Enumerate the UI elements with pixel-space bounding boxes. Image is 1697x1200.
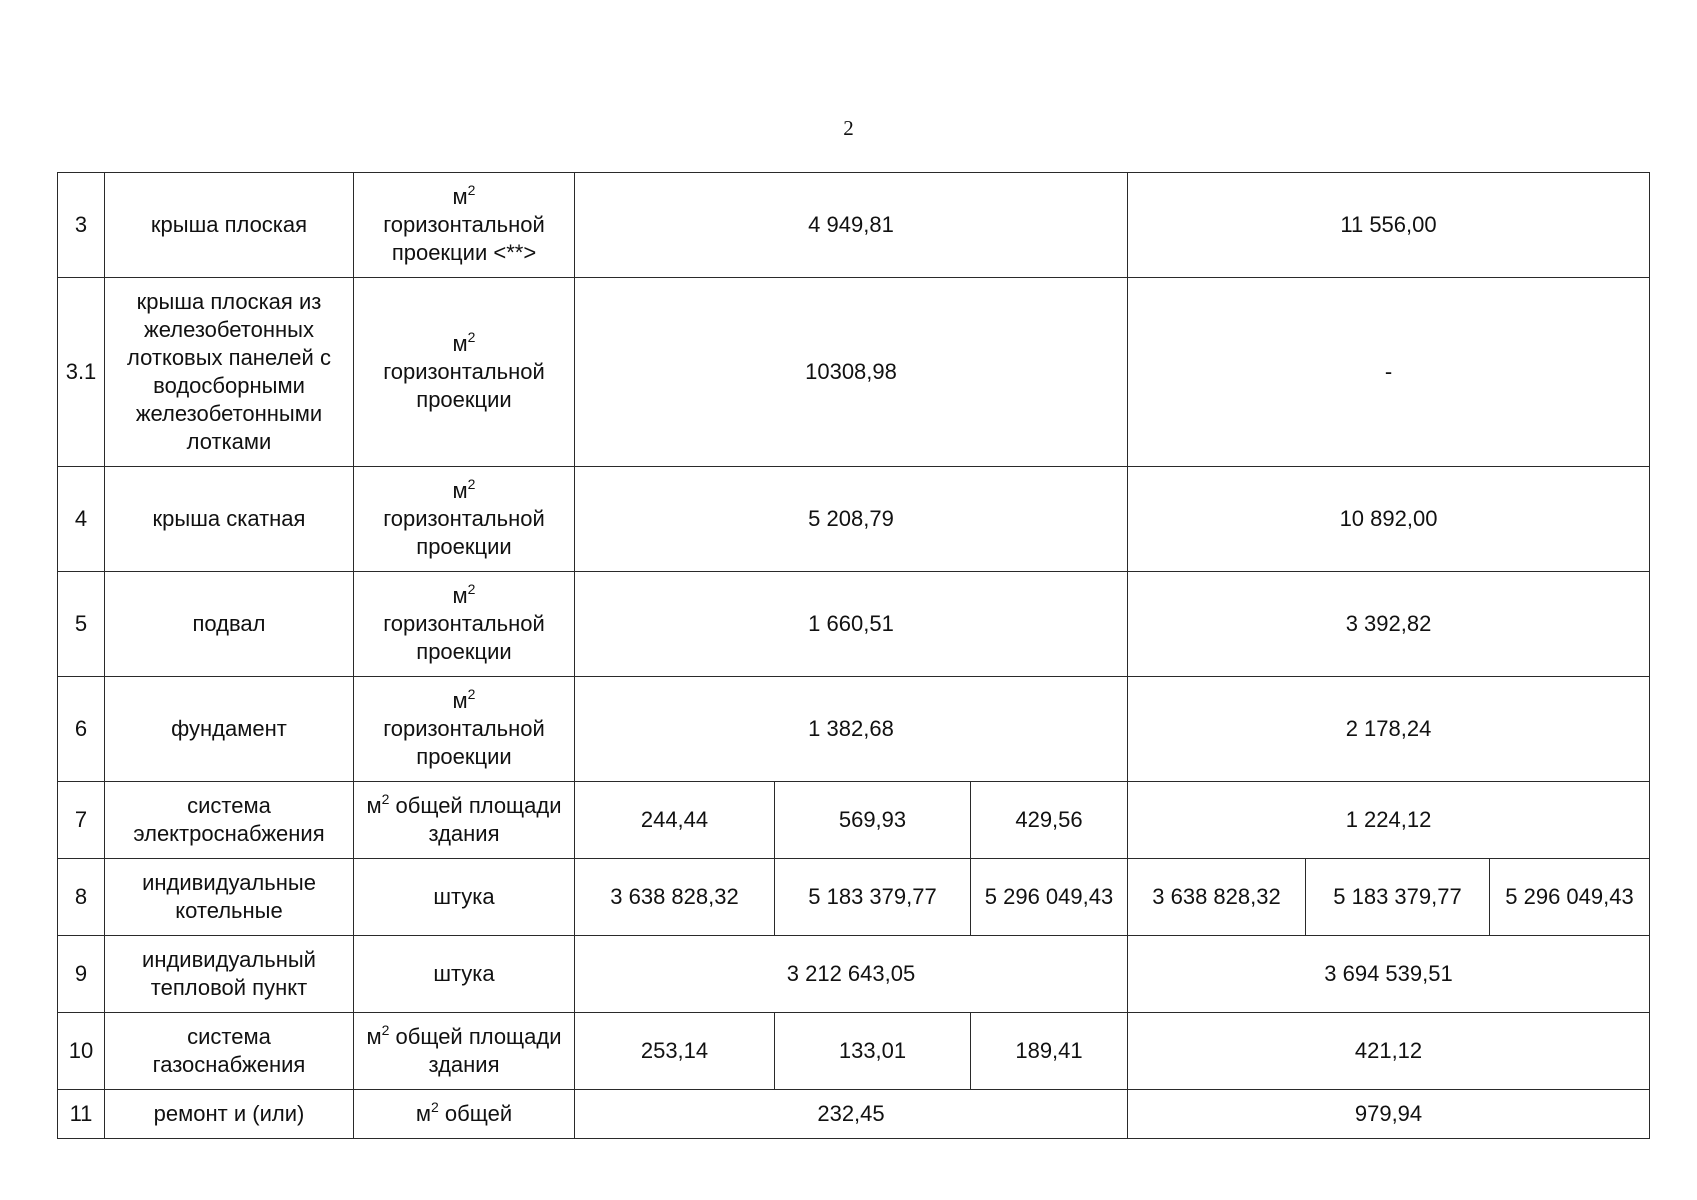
row-unit: $м^2$ горизонтальной проекции — [354, 677, 575, 782]
row-name: крыша плоская из железобетонных лотковых панелей с водосборными железобетонными лотками — [105, 278, 354, 467]
value-cell: 10308,98 — [575, 278, 1128, 467]
row-unit: штука — [354, 936, 575, 1013]
row-unit: $м^2$ горизонтальной проекции <**> — [354, 173, 575, 278]
table-row — [58, 859, 1650, 936]
row-name: система электроснабжения — [105, 782, 354, 859]
value-cell: 5 296 049,43 — [971, 859, 1128, 936]
row-number: 4 — [58, 467, 105, 572]
value-cell: 1 382,68 — [575, 677, 1128, 782]
value-cell: 569,93 — [775, 782, 971, 859]
value-cell: 1 660,51 — [575, 572, 1128, 677]
row-number: 7 — [58, 782, 105, 859]
table-row — [58, 278, 1650, 467]
row-number: 8 — [58, 859, 105, 936]
table-row — [58, 936, 1650, 1013]
table-row — [58, 1013, 1650, 1090]
table-row — [58, 677, 1650, 782]
value-cell: 979,94 — [1128, 1090, 1650, 1139]
table-row — [58, 782, 1650, 859]
page-number: 2 — [843, 116, 854, 140]
value-cell: 11 556,00 — [1128, 173, 1650, 278]
row-unit: $м^2$ общей площади здания — [354, 1013, 575, 1090]
value-cell: 253,14 — [575, 1013, 775, 1090]
value-cell: 10 892,00 — [1128, 467, 1650, 572]
table-row — [58, 467, 1650, 572]
value-cell: 133,01 — [775, 1013, 971, 1090]
row-number: 9 — [58, 936, 105, 1013]
value-cell: 3 392,82 — [1128, 572, 1650, 677]
row-unit: $м^2$ горизонтальной проекции — [354, 278, 575, 467]
rates-table — [57, 172, 1650, 1139]
value-cell: 1 224,12 — [1128, 782, 1650, 859]
row-name: система газоснабжения — [105, 1013, 354, 1090]
row-name: крыша скатная — [105, 467, 354, 572]
value-cell: 5 183 379,77 — [1306, 859, 1490, 936]
value-cell: 5 296 049,43 — [1490, 859, 1650, 936]
value-cell: 189,41 — [971, 1013, 1128, 1090]
value-cell: 3 694 539,51 — [1128, 936, 1650, 1013]
row-name: крыша плоская — [105, 173, 354, 278]
value-cell: 3 212 643,05 — [575, 936, 1128, 1013]
value-cell: 3 638 828,32 — [1128, 859, 1306, 936]
value-cell: 232,45 — [575, 1090, 1128, 1139]
row-name: ремонт и (или) — [105, 1090, 354, 1139]
row-unit: $м^2$ горизонтальной проекции — [354, 572, 575, 677]
row-name: индивидуальный тепловой пункт — [105, 936, 354, 1013]
row-number: 3 — [58, 173, 105, 278]
row-name: индивидуальные котельные — [105, 859, 354, 936]
row-number: 10 — [58, 1013, 105, 1090]
value-cell: 5 183 379,77 — [775, 859, 971, 936]
row-unit: $м^2$ горизонтальной проекции — [354, 467, 575, 572]
row-number: 11 — [58, 1090, 105, 1139]
value-cell: 3 638 828,32 — [575, 859, 775, 936]
row-number: 6 — [58, 677, 105, 782]
table-row — [58, 572, 1650, 677]
row-unit: $м^2$ общей — [354, 1090, 575, 1139]
row-unit: $м^2$ общей площади здания — [354, 782, 575, 859]
value-cell: 5 208,79 — [575, 467, 1128, 572]
table-row — [58, 173, 1650, 278]
row-name: фундамент — [105, 677, 354, 782]
value-cell: 4 949,81 — [575, 173, 1128, 278]
row-number: 3.1 — [58, 278, 105, 467]
value-cell: - — [1128, 278, 1650, 467]
row-name: подвал — [105, 572, 354, 677]
value-cell: 2 178,24 — [1128, 677, 1650, 782]
value-cell: 429,56 — [971, 782, 1128, 859]
row-number: 5 — [58, 572, 105, 677]
row-unit: штука — [354, 859, 575, 936]
value-cell: 244,44 — [575, 782, 775, 859]
table-row — [58, 1090, 1650, 1139]
value-cell: 421,12 — [1128, 1013, 1650, 1090]
